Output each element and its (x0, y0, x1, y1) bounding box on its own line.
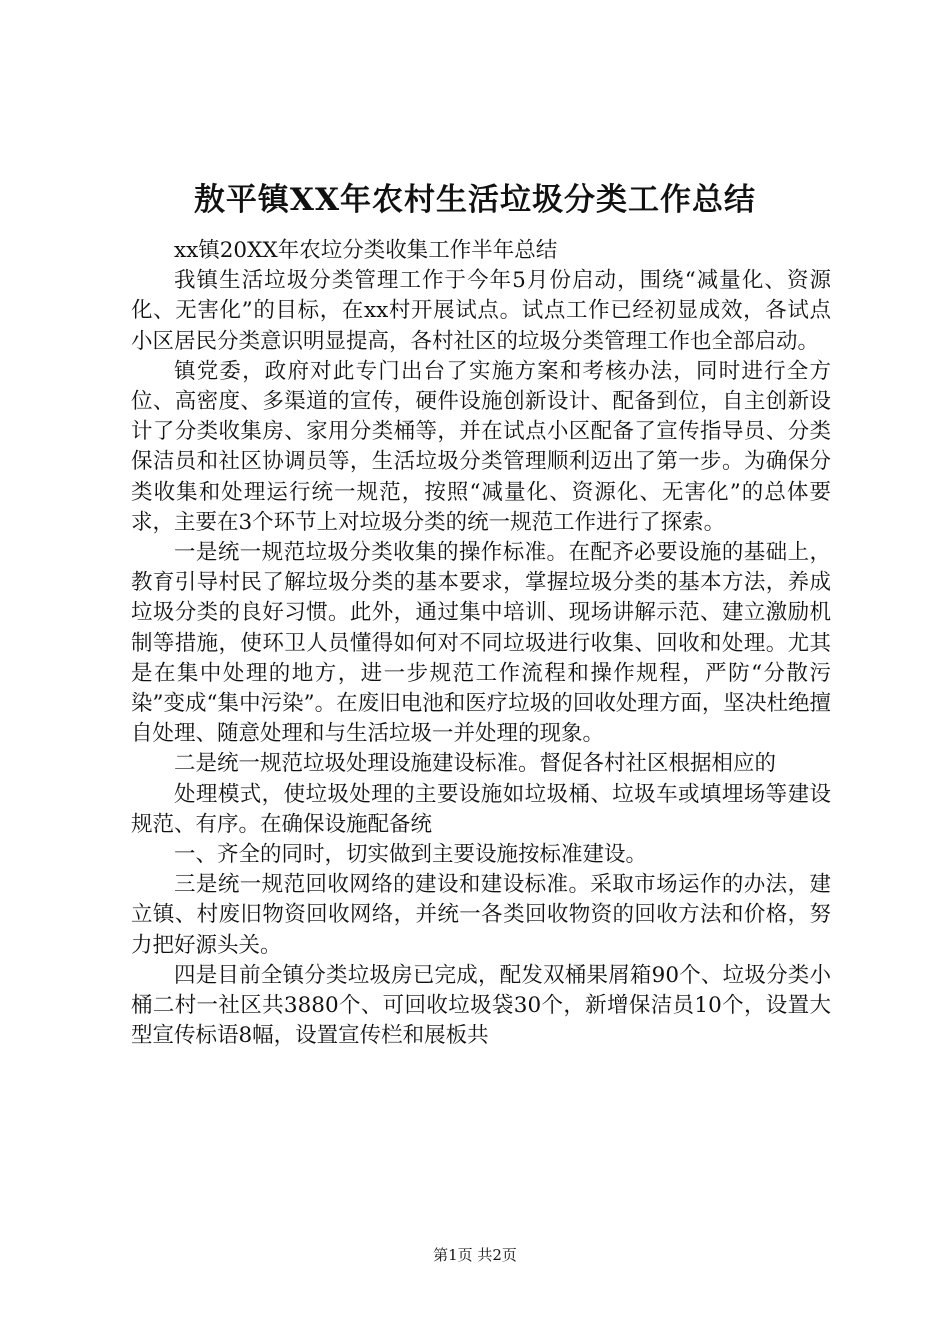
paragraph: 一、齐全的同时，切实做到主要设施按标准建设。 (174, 842, 648, 868)
paragraph: 三是统一规范回收网络的建设和建设标准。采取市场运作的办法，建立镇、村废旧物资回收网络，并统一各类回收物资的回收方法和价格，努力把好源头关。 (131, 872, 831, 958)
paragraph: 处理模式，使垃圾处理的主要设施如垃圾桶、垃圾车或填埋场等建设规范、有序。在确保设施配备统 (131, 781, 831, 837)
paragraph: 四是目前全镇分类垃圾房已完成，配发双桶果屑箱90个、垃圾分类小桶二村一社区共3880个、可回收垃圾袋30个，新增保洁员10个，设置大型宣传标语8幅，设置宣传栏和展板共 (131, 962, 831, 1049)
paragraph-subtitle: xx镇20XX年农垃分类收集工作半年总结 (174, 238, 558, 263)
page-number-footer: 第1页 共2页 (433, 1246, 517, 1264)
document-title: 敖平镇XX年农村生活垃圾分类工作总结 (193, 182, 757, 218)
paragraph: 我镇生活垃圾分类管理工作于今年5月份启动，围绕“减量化、资源化、无害化”的目标，在xx村开展试点。试点工作已经初显成效，各试点小区居民分类意识明显提高，各村社区的垃圾分类管理工作也全部启动。 (131, 268, 831, 354)
paragraph: 二是统一规范垃圾处理设施建设标准。督促各村社区根据相应的 (174, 751, 777, 777)
paragraph: 镇党委，政府对此专门出台了实施方案和考核办法，同时进行全方位、高密度、多渠道的宣传，硬件设施创新设计、配备到位，自主创新设计了分类收集房、家用分类桶等，并在试点小区配备了宣传指导员、分类保洁员和社区协调员等，生活垃圾分类管理顺利迈出了第一步。为确保分类收集和处理运行统一规范，按照“减量化、资源化、无害化”的总体要求，主要在3个环节上对垃圾分类的统一规范工作进行了探索。 (131, 358, 831, 535)
paragraph: 一是统一规范垃圾分类收集的操作标准。在配齐必要设施的基础上，教育引导村民了解垃圾分类的基本要求，掌握垃圾分类的基本方法，养成垃圾分类的良好习惯。此外，通过集中培训、现场讲解示范、建立激励机制等措施，使环卫人员懂得如何对不同垃圾进行收集、回收和处理。尤其是在集中处理的地方，进一步规范工作流程和操作规程，严防“分散污染”变成“集中污染”。在废旧电池和医疗垃圾的回收处理方面，坚决杜绝擅自处理、随意处理和与生活垃圾一并处理的现象。 (131, 540, 831, 747)
document-body (131, 236, 831, 1051)
